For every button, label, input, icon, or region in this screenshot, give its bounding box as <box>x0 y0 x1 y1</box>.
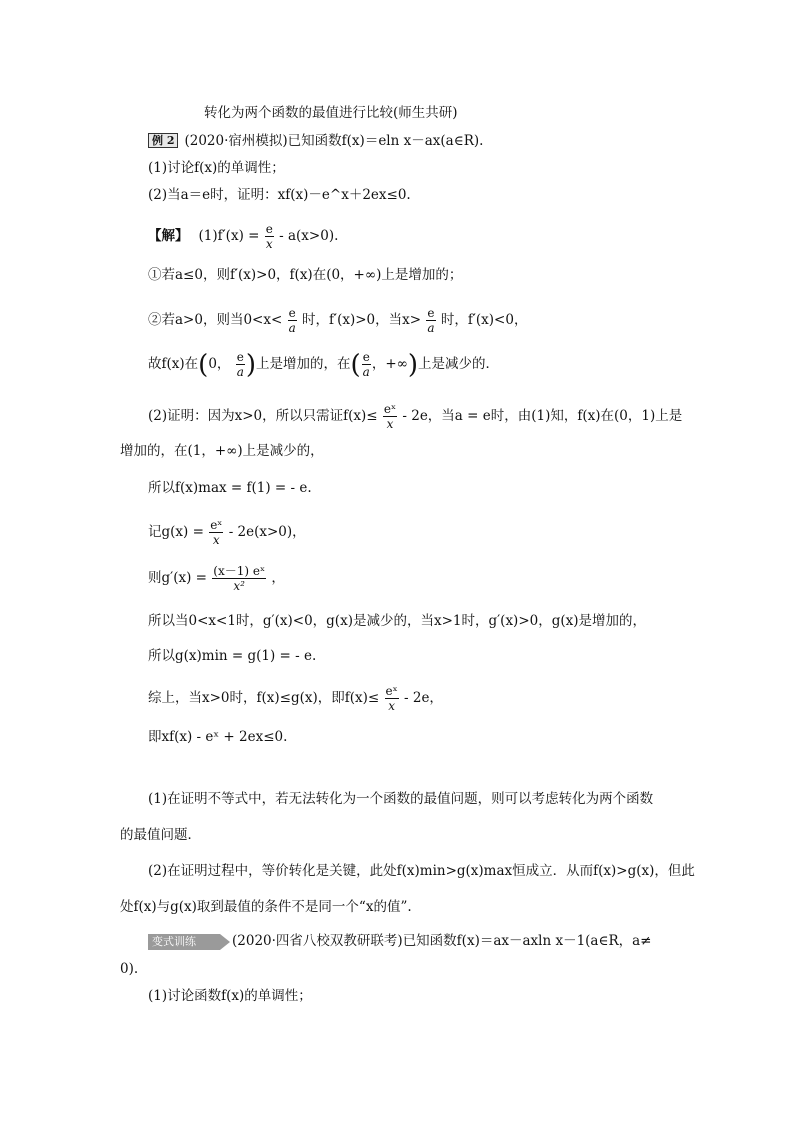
s4-frac1-num: e <box>236 350 244 364</box>
p4-text-a: 记g(x) = <box>148 524 204 540</box>
proof-line8 <box>148 684 443 713</box>
p4-text-b: - 2e(x>0)， <box>228 524 306 540</box>
s4-frac2-den: a <box>362 365 370 379</box>
s1-text-a: (1)f′(x) = <box>198 228 260 244</box>
s4-text-c: 上是增加的，在 <box>256 356 351 372</box>
exercise-stem <box>148 932 652 950</box>
s3-fraction-1 <box>288 306 297 335</box>
s3-fraction-2 <box>426 306 435 335</box>
proof-line2: 增加的，在(1，+∞)上是减少的， <box>120 443 324 459</box>
p1-fraction <box>383 402 397 431</box>
p8-text-b: - 2e， <box>404 690 443 706</box>
solution-step1 <box>148 222 338 251</box>
proof-line9: 即xf(x) - eˣ + 2ex≤0. <box>148 729 288 745</box>
s4-text-e: 上是减少的． <box>418 356 500 372</box>
s1-text-b: - a(x>0). <box>279 228 339 244</box>
s1-fraction <box>265 222 274 251</box>
s3-frac2-den: a <box>427 321 435 335</box>
exercise-badge: 变式训练 <box>148 934 220 950</box>
solution-label: 【解】 <box>148 228 189 244</box>
s3-text-b: 时，f′(x)>0，当x> <box>302 312 422 328</box>
s4-fraction-1 <box>236 350 245 379</box>
proof-line5 <box>148 564 285 593</box>
proof-line1 <box>148 402 682 431</box>
s4-text-a: 故f(x)在 <box>148 356 199 372</box>
right-paren-2: ) <box>407 349 419 380</box>
example-stem <box>148 132 483 150</box>
p5-text-a: 则g′(x) = <box>148 570 207 586</box>
s4-text-d: ，+∞ <box>371 356 408 372</box>
p4-fraction <box>209 518 223 547</box>
p5-frac-den: x² <box>212 578 266 593</box>
example-q2: (2)当a＝e时，证明：xf(x)－e^x＋2ex≤0. <box>148 187 411 203</box>
s3-frac1-num: e <box>288 306 296 320</box>
section-title: 转化为两个函数的最值进行比较(师生共研) <box>204 105 458 121</box>
proof-line6: 所以当0<x<1时，g′(x)<0，g(x)是减少的，当x>1时，g′(x)>0，g(x)是增加的， <box>148 613 647 629</box>
example-text: 已知函数f(x)＝eln x－ax(a∈R). <box>287 133 484 149</box>
example-q1: (1)讨论f(x)的单调性； <box>148 160 285 176</box>
p5-frac-num: (x－1) eˣ <box>213 564 266 578</box>
p5-text-b: ， <box>271 570 285 586</box>
exercise-source: (2020·四省八校双教研联考) <box>232 933 403 949</box>
p8-fraction <box>385 684 399 713</box>
right-paren: ) <box>245 349 257 380</box>
left-paren-2: ( <box>350 349 361 380</box>
p1-text-b: - 2e，当a = e时，由(1)知，f(x)在(0，1)上是 <box>402 408 683 424</box>
s4-frac2-num: e <box>362 350 370 364</box>
note-2-cont: 处f(x)与g(x)取到最值的条件不是同一个“x的值”. <box>120 899 412 915</box>
p8-frac-den: x <box>385 698 399 713</box>
s4-text-b: 0， <box>208 356 231 372</box>
p4-frac-num: eˣ <box>210 518 223 532</box>
note-1-cont: 的最值问题． <box>120 827 201 843</box>
p1-text-a: (2)证明：因为x>0，所以只需证f(x)≤ <box>148 408 378 424</box>
exercise-stem-cont: 0). <box>120 961 139 977</box>
p8-frac-num: eˣ <box>385 684 398 698</box>
p5-fraction <box>212 564 266 593</box>
example-source: (2020·宿州模拟) <box>184 133 288 149</box>
s3-frac1-den: a <box>288 321 296 335</box>
proof-line4 <box>148 518 306 547</box>
p8-text-a: 综上，当x>0时，f(x)≤g(x)，即f(x)≤ <box>148 690 380 706</box>
note-2: (2)在证明过程中，等价转化是关键，此处f(x)min>g(x)max恒成立．从而f(x)>g(x)，但此 <box>148 863 695 879</box>
s3-frac2-num: e <box>427 306 435 320</box>
solution-step4 <box>148 350 499 379</box>
p1-frac-num: eˣ <box>383 402 397 416</box>
s3-text-a: ②若a>0，则当0<x< <box>148 312 283 328</box>
p4-frac-den: x <box>209 532 223 547</box>
note-1: (1)在证明不等式中，若无法转化为一个函数的最值问题，则可以考虑转化为两个函数 <box>148 791 654 807</box>
p1-frac-den: x <box>383 416 397 431</box>
s1-frac-den: x <box>265 237 273 251</box>
proof-line3: 所以f(x)max = f(1) = - e. <box>148 480 312 496</box>
exercise-q1: (1)讨论函数f(x)的单调性； <box>148 988 312 1004</box>
left-paren: ( <box>198 349 209 380</box>
solution-step3 <box>148 306 527 335</box>
exercise-text: 已知函数f(x)＝ax－axln x－1(a∈R，a≠ <box>402 933 652 949</box>
example-badge: 例 2 <box>148 133 178 148</box>
s4-frac1-den: a <box>236 365 244 379</box>
proof-line7: 所以g(x)min = g(1) = - e. <box>148 648 317 664</box>
s3-text-c: 时，f′(x)<0， <box>440 312 528 328</box>
s1-frac-num: e <box>265 222 273 236</box>
solution-step2: ①若a≤0，则f′(x)>0，f(x)在(0，+∞)上是增加的； <box>148 267 463 283</box>
s4-fraction-2 <box>362 350 371 379</box>
